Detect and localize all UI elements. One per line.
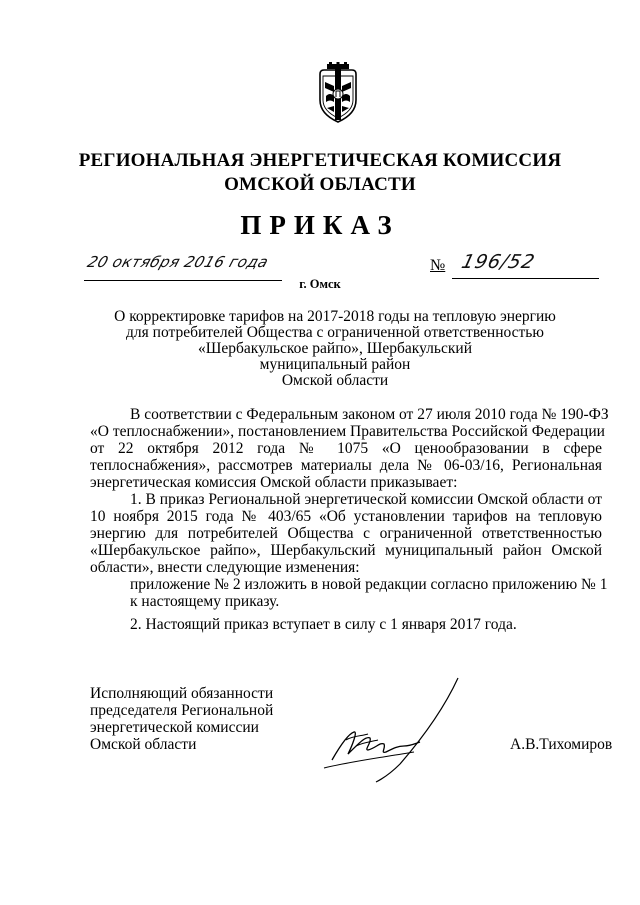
order-number-handwritten: 196/52 [459, 251, 538, 273]
signer-title-line: Омской области [90, 736, 197, 753]
body-line: теплоснабжения», рассмотрев материалы дела № 06-03/16, Региональная [90, 457, 602, 474]
order-number-label: № [430, 257, 446, 274]
body-line: 10 ноября 2015 года № 403/65 «Об установлении тарифов на тепловую [90, 508, 602, 525]
signer-title-line: Исполняющий обязанности [90, 685, 274, 702]
signer-title-line: председателя Региональной [90, 702, 274, 719]
body-line: к настоящему приказу. [130, 593, 280, 610]
body-line: энергетическая комиссия Омской области приказывает: [90, 474, 458, 491]
signer-name: А.В.Тихомиров [510, 736, 613, 753]
order-title: ПРИКАЗ [240, 210, 400, 240]
order-date-handwritten: 20 октября 2016 года [85, 253, 271, 271]
body-line: энергию для потребителей Общества с ограниченной ответственностью [90, 525, 602, 542]
subject-line: Омской области [281, 372, 389, 389]
subject-line: О корректировке тарифов на 2017-2018 годы на тепловую энергию [114, 308, 556, 325]
body-line: от 22 октября 2012 года № 1075 «О ценообразовании в сфере [90, 440, 602, 457]
coat-of-arms-emblem [315, 62, 361, 124]
body-line: приложение № 2 изложить в новой редакции согласно приложению № 1 [130, 576, 608, 593]
city-name: г. Омск [299, 277, 341, 291]
body-line: «О теплоснабжении», постановлением Правительства Российской Федерации [90, 423, 605, 440]
subject-line: для потребителей Общества с ограниченной ответственностью [126, 324, 544, 341]
body-line: области», внести следующие изменения: [90, 559, 360, 576]
org-name-line2: ОМСКОЙ ОБЛАСТИ [224, 174, 416, 195]
subject-line: муниципальный район [259, 356, 411, 373]
subject-line: «Шербакульское райпо», Шербакульский [198, 340, 472, 357]
body-line: «Шербакульское райпо», Шербакульский муниципальный район Омской [90, 542, 602, 559]
body-line: В соответствии с Федеральным законом от 27 июля 2010 года № 190-ФЗ [130, 406, 609, 423]
signer-title-line: энергетической комиссии [90, 719, 259, 736]
org-name-line1: РЕГИОНАЛЬНАЯ ЭНЕРГЕТИЧЕСКАЯ КОМИССИЯ [78, 150, 562, 171]
body-line: 1. В приказ Региональной энергетической комиссии Омской области от [130, 491, 602, 508]
handwritten-signature [318, 676, 468, 784]
body-line: 2. Настоящий приказ вступает в силу с 1 января 2017 года. [130, 616, 517, 633]
